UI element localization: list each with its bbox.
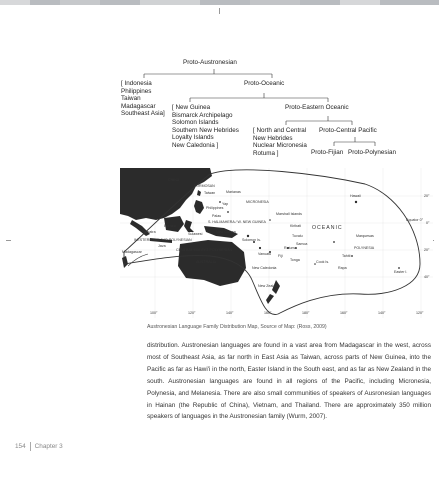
node-proto-fijian: Proto-Fijian <box>311 149 344 156</box>
map-label: New Caledonia <box>252 266 277 270</box>
map-label: Taiwan <box>204 191 216 195</box>
map-label: CHINA <box>168 178 180 182</box>
longitude-tick: 140° <box>378 311 386 315</box>
map-label: Marshall Islands <box>276 212 302 216</box>
map-label: Yap <box>222 202 229 206</box>
map-label: Tahiti <box>342 254 351 258</box>
map-label: CENTRAL MALAYO-POLYNESIAN <box>176 248 233 252</box>
map-label: New Zealand <box>258 284 280 288</box>
node-western-branch: [ Indonesia Philippines Taiwan Madagascar Southeast Asia] <box>121 80 165 118</box>
map-label: Tuvalu <box>292 234 303 238</box>
map-label: Vanuatu <box>258 252 272 256</box>
map-label: WESTERN MALAYO-POLYNESIAN <box>134 238 192 242</box>
map-label: Equator 0° <box>406 218 424 222</box>
longitude-tick: 180° <box>302 311 310 315</box>
longitude-tick: 160° <box>264 311 272 315</box>
node-western-oceanic: [ New Guinea Bismarck Archipelago Solomon Islands Southern New Hebrides Loyalty Islands New Caledonia ] <box>172 104 239 149</box>
map-label: Hawaii <box>350 194 361 198</box>
map-label: MICRONESIA <box>246 200 269 204</box>
map-label: Marianas <box>226 190 241 194</box>
longitude-tick: 160° <box>340 311 348 315</box>
map-label: Tonga <box>290 258 300 262</box>
map-label: Solomon Is. <box>242 238 261 242</box>
map-label: S. HALMAHERA / W. NEW GUINEA <box>208 220 266 224</box>
node-proto-eastern-oceanic: Proto-Eastern Oceanic <box>285 104 349 111</box>
map-label: Philippines <box>206 206 224 210</box>
map-label: New Guinea <box>216 230 236 234</box>
map-label: Rapa <box>338 266 347 270</box>
node-proto-central-pacific: Proto-Central Pacific <box>319 127 377 134</box>
map-label: Easter I. <box>394 270 408 274</box>
node-proto-austronesian: Proto-Austronesian <box>183 59 237 66</box>
chapter-label: Chapter 3 <box>34 443 63 451</box>
node-proto-oceanic: Proto-Oceanic <box>244 80 285 87</box>
page-number: 154 <box>15 443 26 451</box>
latitude-tick: 20° <box>424 248 430 252</box>
map-graphic <box>120 168 433 318</box>
map-label: Madagascar <box>122 250 142 254</box>
latitude-tick: 40° <box>424 275 430 279</box>
map-label: OCEANIC <box>312 225 343 231</box>
node-proto-polynesian: Proto-Polynesian <box>348 149 396 156</box>
body-paragraph: distribution. Austronesian languages are found in a vast area from Madagascar in the west, across most of Southeast Asia, as far north in East Asia as Taiwan, across parts of New Guinea, into the Pacific as far as Hawi'i in the north, Easter Island in the South east, and as far as New Zealand in the south. Austronesian languages are found in all regions of the Pacific, including Micronesia, Polynesia, and Melanesia. There are also small communities of speakers of Ausronesian languages in Hainan (the Republic of China), Vietnam, and Thailand. There are approximately 350 million speakers of languages in the Austronesian family (Wurm, 2007). <box>147 342 431 421</box>
map-label: Samoa <box>296 242 308 246</box>
map-label: FORMOSAN <box>194 184 215 188</box>
map-label: Marquesas <box>356 234 374 238</box>
map-label: Kiribati <box>290 224 301 228</box>
distribution-map <box>120 168 433 318</box>
latitude-tick: 0° <box>426 221 430 225</box>
longitude-tick: 100° <box>150 311 158 315</box>
crop-mark <box>6 240 11 241</box>
map-label: Cook Is. <box>316 260 330 264</box>
map-label: AUSTRALIA <box>196 260 216 264</box>
footer-divider <box>30 442 31 451</box>
map-label: Sulawesi <box>188 232 203 236</box>
map-label: POLYNESIA <box>354 246 375 250</box>
page-footer <box>15 442 63 451</box>
node-north-central: [ North and Central New Hebrides Nuclear Micronesia Rotuma ] <box>253 127 307 157</box>
longitude-tick: 120° <box>416 311 424 315</box>
map-label: Java <box>158 244 166 248</box>
map-label: Borneo <box>164 224 176 228</box>
latitude-tick: 20° <box>424 194 430 198</box>
map-label: Rotuma <box>284 246 297 250</box>
map-label: Palau <box>212 214 222 218</box>
map-label: Sumatra <box>142 230 156 234</box>
map-label: Fiji <box>278 254 283 258</box>
figure-caption: Austronesian Language Family Distribution Map, Source of Map: (Ross, 2009) <box>147 324 327 330</box>
longitude-tick: 140° <box>226 311 234 315</box>
longitude-tick: 120° <box>188 311 196 315</box>
